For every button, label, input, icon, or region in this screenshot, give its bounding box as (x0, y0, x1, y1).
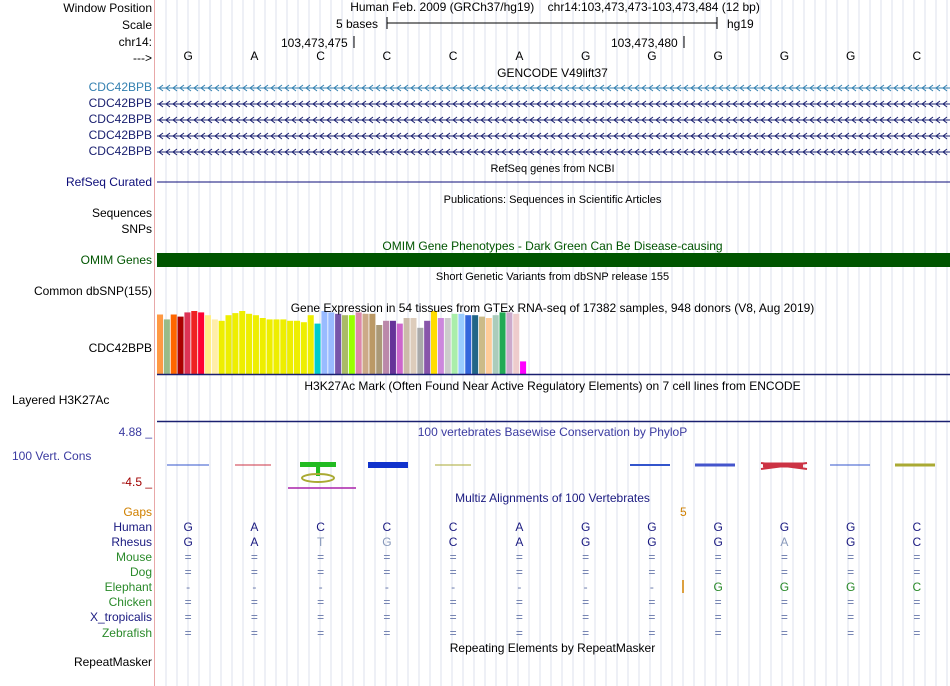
species-label[interactable]: Zebrafish (101, 626, 152, 640)
publications-title: Publications: Sequences in Scientific Articles (443, 194, 662, 206)
gtex-bar (321, 311, 327, 374)
alignment-base: = (913, 565, 921, 579)
gtex-bar (376, 325, 382, 374)
alignment-base: = (913, 610, 921, 624)
alignment-base: A (780, 535, 789, 549)
alignment-base: = (184, 565, 192, 579)
species-label[interactable]: Human (113, 520, 152, 534)
alignment-base: = (317, 626, 325, 640)
species-label[interactable]: Mouse (115, 550, 152, 564)
alignment-base: G (713, 580, 723, 594)
coord-label: 103,473,480 (611, 36, 678, 50)
alignment-base: = (847, 626, 855, 640)
gtex-bar (342, 315, 348, 374)
alignment-base: G (845, 535, 856, 549)
alignment-base: G (713, 535, 723, 549)
alignment-base: - (583, 580, 588, 594)
base-letter: C (912, 49, 922, 63)
gtex-bar (273, 319, 279, 374)
gtex-bar (349, 315, 355, 374)
gtex-bar (239, 311, 245, 374)
alignment-base: = (449, 610, 457, 624)
gtex-bar (404, 318, 410, 374)
base-letter: G (183, 49, 193, 63)
phylop-mark (630, 464, 670, 466)
phylop-mark (830, 465, 870, 466)
gtex-bar (500, 312, 506, 374)
alignment-base: = (515, 610, 523, 624)
alignment-base: A (250, 520, 259, 534)
position-text: chr14:103,473,473-103,473,484 (12 bp) (547, 0, 760, 14)
species-label[interactable]: Elephant (104, 580, 152, 594)
alignment-base: = (714, 550, 722, 564)
base-letter: C (316, 49, 325, 63)
cons-max-label: 4.88 _ (118, 425, 152, 439)
alignment-base: = (714, 626, 722, 640)
alignment-base: = (184, 610, 192, 624)
alignment-base: A (515, 520, 524, 534)
alignment-base: = (383, 565, 391, 579)
alignment-base: = (780, 550, 788, 564)
position-title (335, 0, 775, 14)
gtex-bar (335, 314, 341, 374)
gtex-bar (452, 314, 458, 374)
gtex-bar (301, 322, 307, 374)
alignment-base: G (647, 520, 657, 534)
gtex-bar (260, 318, 266, 374)
gtex-bar (198, 312, 204, 374)
alignment-base: = (383, 550, 391, 564)
gtex-bar (438, 318, 444, 374)
alignment-base: C (912, 535, 922, 549)
gtex-bar (308, 315, 314, 374)
scale-label: Scale (121, 18, 152, 32)
alignment-base: G (779, 520, 790, 534)
alignment-base: T (316, 535, 325, 549)
gencode-gene-label[interactable]: CDC42BPB (88, 112, 152, 126)
species-label[interactable]: Dog (129, 565, 152, 579)
cons-title: 100 vertebrates Basewise Conservation by PhyloP (417, 425, 688, 439)
gtex-bar (383, 321, 389, 374)
alignment-base: = (317, 565, 325, 579)
alignment-base: G (382, 535, 392, 549)
alignment-base: - (384, 580, 389, 594)
gencode-title: GENCODE V49lift37 (497, 66, 608, 80)
alignment-base: G (580, 535, 591, 549)
chrom-label: chr14: (118, 35, 152, 49)
base-letter: G (647, 49, 657, 63)
alignment-base: = (847, 550, 855, 564)
alignment-base: C (448, 520, 458, 534)
alignment-base: = (714, 565, 722, 579)
alignment-base: = (648, 595, 656, 609)
alignment-base: G (713, 520, 723, 534)
h3k27ac-label[interactable]: Layered H3K27Ac (12, 393, 110, 407)
track-labels (0, 0, 154, 686)
alignment-base: G (580, 520, 591, 534)
phylop-mark (695, 464, 735, 467)
gtex-bar (191, 311, 197, 374)
alignment-base: = (515, 550, 523, 564)
gtex-bar (410, 318, 416, 374)
gtex-bar (157, 315, 163, 375)
track-display[interactable] (155, 0, 950, 686)
gtex-bar (267, 319, 273, 374)
base-letter: G (713, 49, 723, 63)
alignment-base: = (913, 550, 921, 564)
gtex-bar (205, 315, 211, 374)
gtex-bar (390, 321, 396, 374)
dbsnp-label[interactable]: Common dbSNP(155) (33, 284, 152, 298)
alignment-base: = (184, 550, 192, 564)
alignment-base: C (448, 535, 458, 549)
alignment-base: = (317, 610, 325, 624)
gtex-bar (369, 314, 375, 374)
base-letter: C (382, 49, 392, 63)
browser-canvas (155, 0, 950, 686)
gap-marker: 5 (680, 505, 687, 519)
alignment-base: = (648, 565, 656, 579)
gtex-bar (472, 315, 478, 374)
gtex-bar (287, 321, 293, 374)
alignment-base: = (250, 626, 258, 640)
base-letter: C (448, 49, 458, 63)
base-letter: G (580, 49, 591, 63)
scale-text: 5 bases (336, 17, 379, 31)
alignment-base: = (582, 550, 590, 564)
alignment-base: A (250, 535, 259, 549)
alignment-base: C (912, 580, 922, 594)
alignment-base: C (912, 520, 922, 534)
alignment-base: G (845, 580, 856, 594)
alignment-base: = (383, 595, 391, 609)
gencode-gene-label[interactable]: CDC42BPB (88, 128, 152, 142)
gtex-bar (520, 361, 526, 374)
alignment-base: = (515, 626, 523, 640)
strand-arrow-label: ---> (133, 51, 152, 65)
alignment-base: = (582, 565, 590, 579)
dbsnp-title: Short Genetic Variants from dbSNP release 155 (435, 271, 670, 283)
gtex-bar (212, 319, 218, 374)
gtex-bar (253, 315, 259, 374)
alignment-base: - (318, 580, 323, 594)
gtex-bar (417, 328, 423, 374)
gtex-bar (424, 321, 430, 374)
phylop-mark (435, 465, 471, 466)
alignment-base: = (515, 595, 523, 609)
gtex-bar (246, 314, 252, 374)
alignment-base: = (847, 595, 855, 609)
coord-label: 103,473,475 (281, 36, 348, 50)
gtex-bar (232, 313, 238, 374)
alignment-base: = (648, 610, 656, 624)
alignment-base: - (451, 580, 456, 594)
alignment-base: = (780, 565, 788, 579)
alignment-base: = (780, 595, 788, 609)
gtex-bar (184, 312, 190, 374)
alignment-base: = (317, 595, 325, 609)
alignment-base: = (582, 595, 590, 609)
omim-bar (157, 253, 950, 267)
refseq-label[interactable]: RefSeq Curated (65, 175, 152, 189)
gtex-bar (328, 312, 334, 374)
gtex-bar (219, 321, 225, 374)
species-label[interactable]: Chicken (108, 595, 152, 609)
alignment-base: = (250, 565, 258, 579)
cons-label[interactable]: 100 Vert. Cons (12, 449, 92, 463)
alignment-base: = (250, 610, 258, 624)
alignment-base: G (845, 520, 856, 534)
gtex-bar (465, 315, 471, 374)
cons-min-label: -4.5 _ (121, 475, 152, 489)
alignment-base: = (449, 565, 457, 579)
alignment-base: = (847, 610, 855, 624)
gencode-gene-label[interactable]: CDC42BPB (88, 80, 152, 94)
gtex-bar (164, 319, 170, 374)
gtex-bar (458, 314, 464, 374)
alignment-base: = (383, 610, 391, 624)
gencode-gene-label[interactable]: CDC42BPB (88, 96, 152, 110)
sequences-label[interactable]: Sequences (91, 206, 152, 220)
alignment-base: = (648, 550, 656, 564)
alignment-base: - (517, 580, 522, 594)
alignment-base: G (779, 580, 790, 594)
alignment-base: C (316, 520, 325, 534)
gtex-bar (506, 312, 512, 374)
h3k27ac-title: H3K27Ac Mark (Often Found Near Active Regulatory Elements) on 7 cell lines from ENCODE (304, 379, 801, 393)
gtex-bar (479, 317, 485, 374)
alignment-base: G (183, 535, 193, 549)
gtex-bar (431, 311, 437, 374)
gtex-bar (315, 324, 321, 374)
species-label[interactable]: Rhesus (111, 535, 152, 549)
alignment-base: = (449, 626, 457, 640)
gtex-bar (226, 315, 232, 374)
alignment-base: - (649, 580, 654, 594)
gtex-bar (513, 314, 519, 374)
alignment-base: G (647, 535, 657, 549)
base-letter: A (515, 49, 524, 63)
alignment-base: = (449, 550, 457, 564)
gtex-bar (363, 314, 369, 374)
alignment-base: = (250, 550, 258, 564)
alignment-base: = (714, 595, 722, 609)
alignment-base: = (582, 610, 590, 624)
alignment-base: C (382, 520, 392, 534)
alignment-base: = (714, 610, 722, 624)
phylop-mark (368, 462, 408, 468)
gtex-bar (486, 318, 492, 374)
alignment-base: = (780, 626, 788, 640)
alignment-base: = (184, 595, 192, 609)
alignment-base: = (449, 595, 457, 609)
alignment-base: A (515, 535, 524, 549)
base-letter: G (845, 49, 856, 63)
gtex-bar (280, 319, 286, 374)
repeatmasker-label[interactable]: RepeatMasker (73, 655, 152, 669)
gtex-bar (397, 324, 403, 374)
multiz-title: Multiz Alignments of 100 Vertebrates (455, 491, 650, 505)
alignment-base: - (186, 580, 191, 594)
alignment-base: = (780, 610, 788, 624)
gtex-bar (294, 321, 300, 374)
gencode-gene-label[interactable]: CDC42BPB (88, 144, 152, 158)
gtex-title: Gene Expression in 54 tissues from GTEx RNA-seq of 17382 samples, 948 donors (V8, Aug 2019) (290, 301, 815, 315)
alignment-base: = (582, 626, 590, 640)
alignment-base: = (250, 595, 258, 609)
gtex-bar (171, 315, 177, 375)
gtex-bar (356, 312, 362, 374)
alignment-base: = (317, 550, 325, 564)
alignment-base: = (383, 626, 391, 640)
alignment-base: = (913, 595, 921, 609)
phylop-mark (235, 465, 271, 466)
phylop-mark (167, 465, 209, 466)
assembly-text: Human Feb. 2009 (GRCh37/hg19) (350, 0, 535, 14)
snps-label[interactable]: SNPs (121, 222, 152, 236)
window-position-label: Window Position (63, 1, 152, 15)
base-letter: A (250, 49, 259, 63)
gtex-bar (178, 317, 184, 374)
gtex-bar (445, 318, 451, 374)
alignment-base: = (648, 626, 656, 640)
gtex-label[interactable]: CDC42BPB (88, 341, 152, 355)
phylop-mark (895, 464, 935, 467)
alignment-base: = (515, 565, 523, 579)
base-letter: G (779, 49, 790, 63)
repeatmasker-title: Repeating Elements by RepeatMasker (449, 641, 656, 655)
refseq-title: RefSeq genes from NCBI (490, 163, 615, 175)
gaps-label: Gaps (123, 505, 152, 519)
alignment-base: = (184, 626, 192, 640)
alignment-base: G (183, 520, 193, 534)
gtex-bar (493, 315, 499, 374)
omim-label[interactable]: OMIM Genes (80, 253, 152, 267)
species-label[interactable]: X_tropicalis (89, 610, 152, 624)
db-text: hg19 (727, 17, 754, 31)
alignment-base: = (847, 565, 855, 579)
alignment-base: - (252, 580, 257, 594)
alignment-base: = (913, 626, 921, 640)
omim-title: OMIM Gene Phenotypes - Dark Green Can Be Disease-causing (382, 239, 723, 253)
